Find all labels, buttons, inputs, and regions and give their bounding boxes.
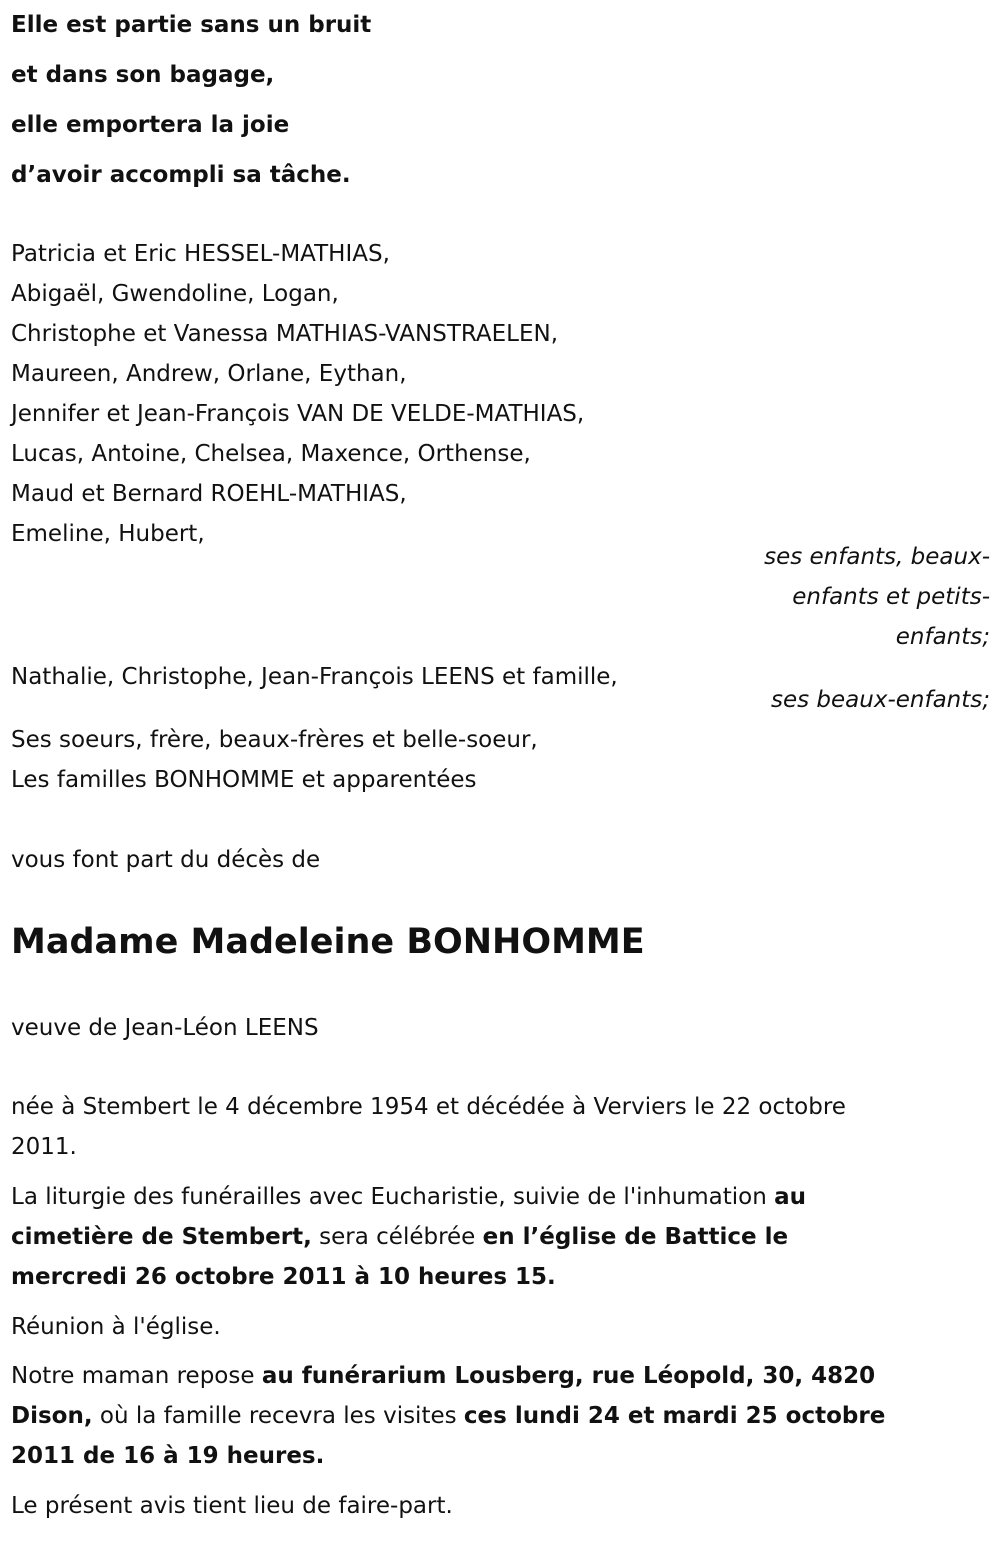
- closing-text: Le présent avis tient lieu de faire-part.: [11, 1493, 453, 1519]
- liturgy-line: [11, 1177, 806, 1217]
- bold-text: cimetière de Stembert,: [11, 1224, 312, 1250]
- relation-stepchildren: [771, 680, 990, 720]
- liturgy: [11, 1177, 806, 1297]
- relation-line: enfants et petits-: [792, 584, 990, 610]
- text: Notre maman repose: [11, 1363, 262, 1389]
- birth-death-line: née à Stembert le 4 décembre 1954 et décédée à Verviers le 22 octobre: [11, 1094, 846, 1120]
- bold-text: Dison,: [11, 1403, 93, 1429]
- meeting-text: Réunion à l'église.: [11, 1314, 221, 1340]
- relation-line: ses beaux-enfants;: [770, 687, 990, 713]
- poem-line: elle emportera la joie: [11, 112, 290, 138]
- relation-line: enfants;: [895, 624, 990, 650]
- relation-children: [764, 537, 990, 657]
- birth-death-line: 2011.: [11, 1134, 77, 1160]
- relation-line: ses enfants, beaux-: [764, 544, 990, 570]
- rest-line: [11, 1356, 885, 1396]
- bold-text: 2011 de 16 à 19 heures.: [11, 1443, 325, 1469]
- bold-text: en l’église de Battice le: [482, 1224, 789, 1250]
- bold-text: ces lundi 24 et mardi 25 octobre: [463, 1403, 886, 1429]
- announcement: [11, 840, 320, 880]
- text: où la famille recevra les visites: [92, 1403, 464, 1429]
- poem-line: d’avoir accompli sa tâche.: [11, 162, 351, 188]
- siblings-line: Les familles BONHOMME et apparentées: [11, 767, 477, 793]
- family-line: Maud et Bernard ROEHL-MATHIAS,: [11, 481, 407, 507]
- family-line: Jennifer et Jean-François VAN DE VELDE-MATHIAS,: [11, 401, 585, 427]
- liturgy-line: [11, 1217, 806, 1257]
- bold-text: au: [774, 1184, 807, 1210]
- poem-line: et dans son bagage,: [11, 62, 275, 88]
- family-line: Lucas, Antoine, Chelsea, Maxence, Orthense,: [11, 441, 531, 467]
- widow-of-text: veuve de Jean-Léon LEENS: [11, 1015, 319, 1041]
- family-list: [11, 234, 584, 554]
- rest-line: [11, 1396, 885, 1436]
- stepchildren: [11, 657, 618, 697]
- announcement-text: vous font part du décès de: [11, 847, 321, 873]
- widow-of: [11, 1008, 319, 1048]
- poem: [11, 0, 371, 200]
- bold-text: au funérarium Lousberg, rue Léopold, 30, 4820: [261, 1363, 876, 1389]
- rest-info: [11, 1356, 885, 1476]
- siblings: [11, 720, 538, 800]
- family-line: Maureen, Andrew, Orlane, Eythan,: [11, 361, 407, 387]
- text: sera célébrée: [311, 1224, 483, 1250]
- liturgy-line: [11, 1257, 806, 1297]
- family-line: Abigaël, Gwendoline, Logan,: [11, 281, 339, 307]
- deceased-name-text: Madame Madeleine BONHOMME: [11, 922, 645, 962]
- family-line: Patricia et Eric HESSEL-MATHIAS,: [11, 241, 390, 267]
- siblings-line: Ses soeurs, frère, beaux-frères et belle-soeur,: [11, 727, 538, 753]
- family-line: Emeline, Hubert,: [11, 521, 205, 547]
- poem-line: Elle est partie sans un bruit: [11, 12, 372, 38]
- family-line: Christophe et Vanessa MATHIAS-VANSTRAELEN,: [11, 321, 559, 347]
- rest-line: [11, 1436, 885, 1476]
- stepchildren-line: Nathalie, Christophe, Jean-François LEENS et famille,: [11, 664, 618, 690]
- deceased-name: [11, 922, 645, 962]
- birth-death: [11, 1087, 846, 1167]
- meeting: [11, 1307, 221, 1347]
- closing: [11, 1486, 453, 1526]
- text: La liturgie des funérailles avec Eucharistie, suivie de l'inhumation: [11, 1184, 775, 1210]
- bold-text: mercredi 26 octobre 2011 à 10 heures 15.: [11, 1264, 556, 1290]
